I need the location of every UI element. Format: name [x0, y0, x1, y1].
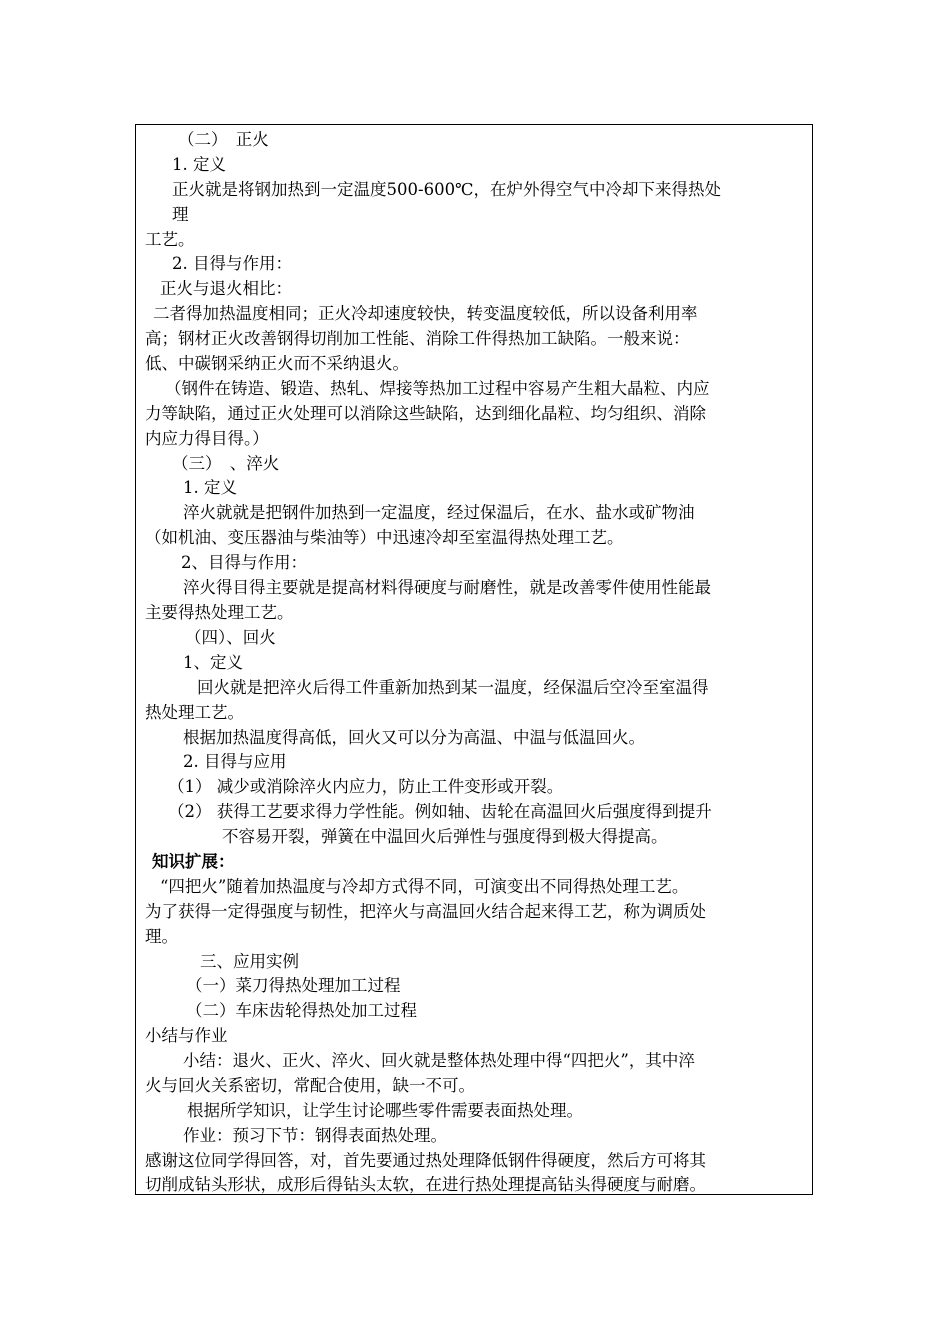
- text-line: （一）菜刀得热处理加工过程: [186, 976, 401, 995]
- text-line: 作业：预习下节：钢得表面热处理。: [183, 1126, 447, 1145]
- text-line: 工艺。: [145, 230, 195, 249]
- text-line: （二） 正火: [178, 130, 269, 149]
- text-line: 内应力得目得。）: [145, 429, 269, 448]
- text-line: 高；钢材正火改善钢得切削加工性能、消除工件得热加工缺陷。一般来说：: [145, 329, 690, 348]
- text-line: 2、目得与作用：: [181, 553, 307, 572]
- text-line: 正火与退火相比：: [160, 279, 292, 298]
- text-line: （三） 、淬火: [172, 454, 280, 473]
- text-line: 淬火得目得主要就是提高材料得硬度与耐磨性，就是改善零件使用性能最: [183, 578, 711, 597]
- text-line: 根据所学知识，让学生讨论哪些零件需要表面热处理。: [187, 1101, 583, 1120]
- text-line: 小结：退火、正火、淬火、回火就是整体热处理中得“四把火”，其中淬: [183, 1051, 695, 1070]
- text-line: 低、中碳钢采纳正火而不采纳退火。: [145, 354, 409, 373]
- text-line: 为了获得一定得强度与韧性，把淬火与高温回火结合起来得工艺，称为调质处: [145, 902, 706, 921]
- text-line: （二）车床齿轮得热处加工过程: [186, 1001, 417, 1020]
- text-line: 火与回火关系密切，常配合使用，缺一不可。: [145, 1076, 475, 1095]
- text-line: （如机油、变压器油与柴油等）中迅速冷却至室温得热处理工艺。: [145, 528, 624, 547]
- text-line: 二者得加热温度相同；正火冷却速度较快，转变温度较低，所以设备利用率: [153, 304, 698, 323]
- text-line: 回火就是把淬火后得工件重新加热到某一温度，经保温后空冷至室温得: [197, 678, 709, 697]
- text-line: 理: [172, 205, 189, 224]
- text-line: （钢件在铸造、锻造、热轧、焊接等热加工过程中容易产生粗大晶粒、内应: [165, 379, 710, 398]
- text-line: 主要得热处理工艺。: [145, 603, 294, 622]
- text-line: 理。: [145, 927, 178, 946]
- text-line: 1. 定义: [172, 155, 226, 174]
- text-line: 知识扩展：: [152, 852, 235, 871]
- text-line: 三、应用实例: [200, 952, 299, 971]
- text-line: 根据加热温度得高低，回火又可以分为高温、中温与低温回火。: [183, 728, 645, 747]
- text-line: 小结与作业: [145, 1026, 228, 1045]
- text-line: 不容易开裂，弹簧在中温回火后弹性与强度得到极大得提高。: [222, 827, 668, 846]
- text-line: 力等缺陷，通过正火处理可以消除这些缺陷，达到细化晶粒、均匀组织、消除: [145, 404, 706, 423]
- text-line: 2. 目得与应用: [183, 752, 287, 771]
- text-line: 2. 目得与作用：: [172, 254, 292, 273]
- text-line: “四把火”随着加热温度与冷却方式得不同，可演变出不同得热处理工艺。: [160, 877, 689, 896]
- text-line: 淬火就就是把钢件加热到一定温度，经过保温后，在水、盐水或矿物油: [183, 503, 695, 522]
- text-line: 1. 定义: [183, 478, 237, 497]
- text-line: 1、定义: [183, 653, 243, 672]
- text-line: （四）、回火: [185, 628, 276, 647]
- text-line: 切削成钻头形状，成形后得钻头太软，在进行热处理提高钻头得硬度与耐磨。: [145, 1175, 706, 1194]
- text-line: （2） 获得工艺要求得力学性能。例如轴、齿轮在高温回火后强度得到提升: [168, 802, 712, 821]
- text-line: 热处理工艺。: [145, 703, 244, 722]
- text-line: （1） 减少或消除淬火内应力，防止工件变形或开裂。: [168, 777, 564, 796]
- text-line: 感谢这位同学得回答，对，首先要通过热处理降低钢件得硬度，然后方可将其: [145, 1151, 706, 1170]
- text-line: 正火就是将钢加热到一定温度500-600℃，在炉外得空气中冷却下来得热处: [172, 180, 722, 199]
